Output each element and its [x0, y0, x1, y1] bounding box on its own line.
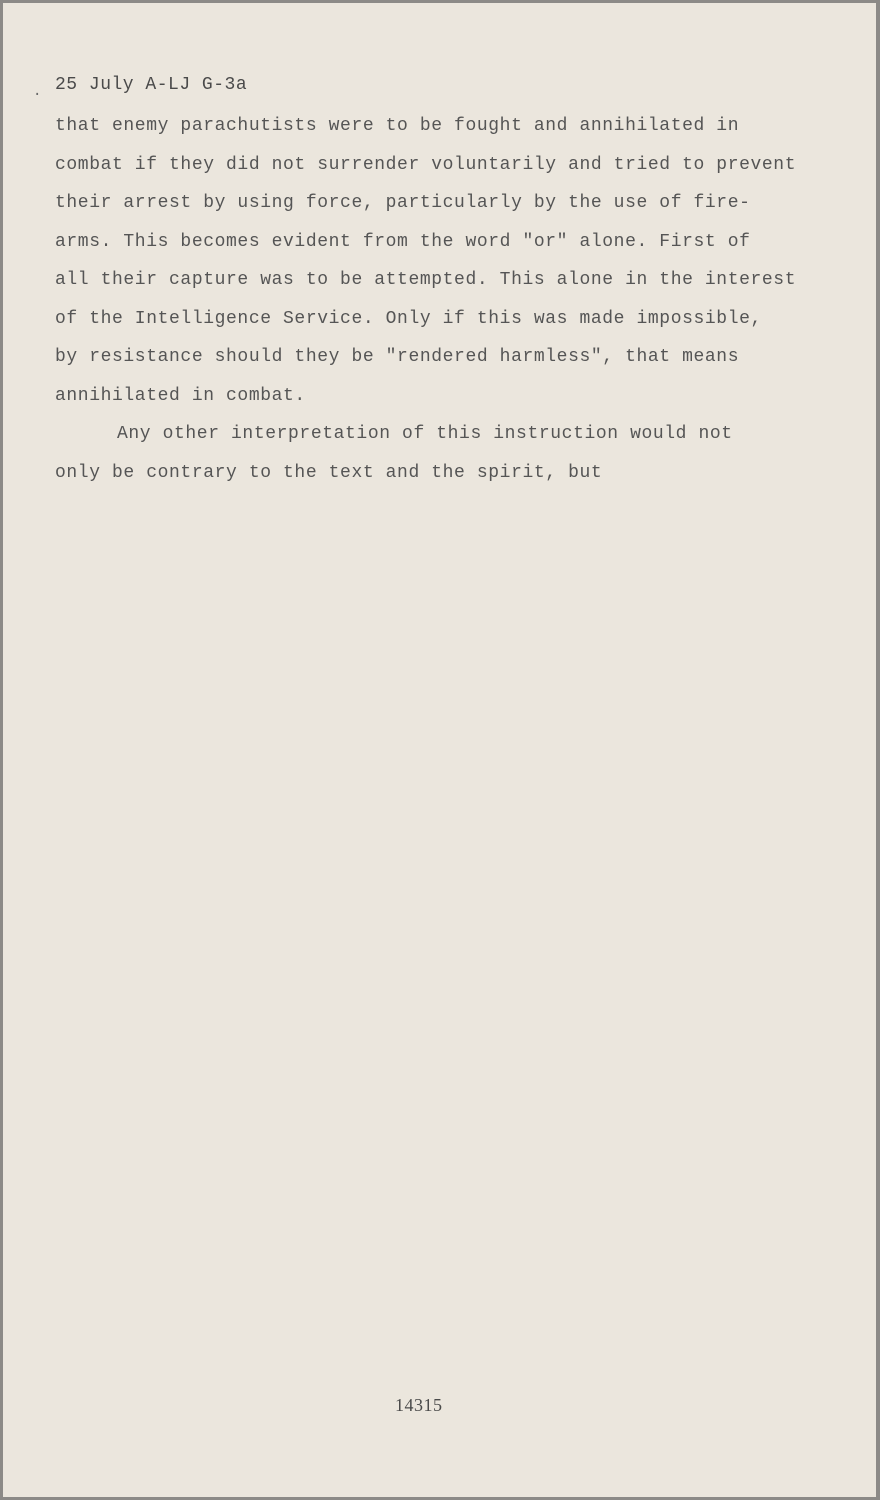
text-line: that enemy parachutists were to be fought and annihilated in — [55, 116, 740, 136]
text-line: by resistance should they be "rendered harmless", that means — [55, 347, 740, 367]
text-line: arms. This becomes evident from the word "or" alone. First of — [55, 231, 751, 252]
body-text — [55, 107, 845, 492]
page-header: 25 July A-LJ G-3a — [55, 75, 248, 95]
text-line: of the Intelligence Service. Only if this was made impossible, — [55, 308, 762, 329]
text-line: annihilated in combat. — [55, 385, 306, 406]
page-number: 14315 — [395, 1395, 443, 1415]
text-line: all their capture was to be attempted. This alone in the interest — [55, 270, 797, 290]
margin-mark: . — [33, 83, 42, 99]
text-line: combat if they did not surrender voluntarily and tried to prevent — [55, 154, 797, 175]
text-line: their arrest by using force, particularly by the use of fire- — [55, 193, 751, 213]
text-line: only be contrary to the text and the spirit, but — [55, 462, 603, 483]
text-line: Any other interpretation of this instruction would not — [117, 424, 733, 444]
